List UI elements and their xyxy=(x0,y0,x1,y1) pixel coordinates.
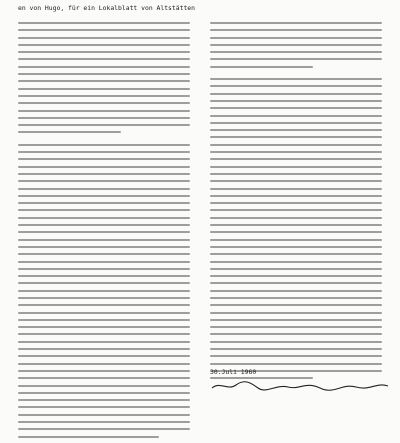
left-column xyxy=(18,22,190,443)
document-title: en von Hugo, für ein Lokalblatt von Altstätten xyxy=(18,4,195,12)
right-column xyxy=(210,22,382,385)
handwritten-note xyxy=(210,378,390,392)
document-date: 30.Juli 1960 xyxy=(210,368,257,376)
